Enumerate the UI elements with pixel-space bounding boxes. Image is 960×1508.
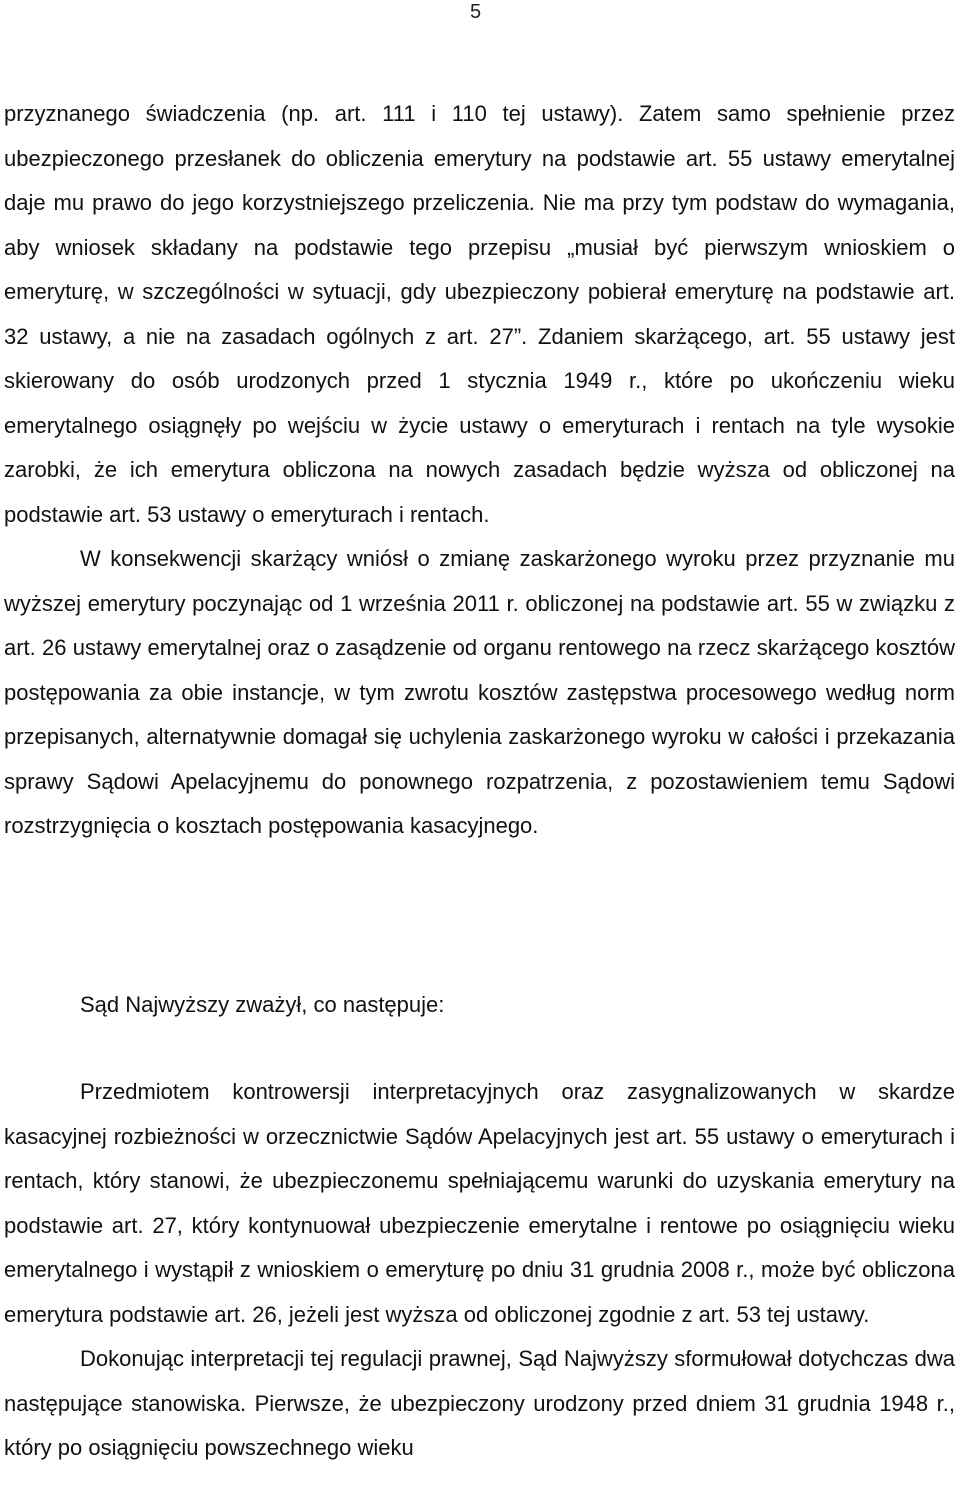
paragraph: W konsekwencji skarżący wniósł o zmianę zaskarżonego wyroku przez przyznanie mu wyższej emerytury poczynając od 1 września 2011 r. obliczonej na podstawie art. 55 w związku z art. 26 ustawy emerytalnej oraz o zasądzenie od organu rentowego na rzecz skarżącego kosztów postępowania za obie instancje, w tym zwrotu kosztów zastępstwa procesowego według norm przepisanych, alternatywnie domagał się uchylenia zaskarżonego wyroku w całości i przekazania sprawy Sądowi Apelacyjnemu do ponownego rozpatrzenia, z pozostawieniem temu Sądowi rozstrzygnięcia o kosztach postępowania kasacyjnego. xyxy=(4,546,955,838)
document-body-bottom xyxy=(4,1070,955,1471)
paragraph: Przedmiotem kontrowersji interpretacyjnych oraz zasygnalizowanych w skardze kasacyjnej rozbieżności w orzecznictwie Sądów Apelacyjnych jest art. 55 ustawy o emeryturach i rentach, który stanowi, że ubezpieczonemu spełniającemu warunki do uzyskania emerytury na podstawie art. 27, który kontynuował ubezpieczenie emerytalne i rentowe po osiągnięciu wieku emerytalnego i wystąpił z wnioskiem o emeryturę po dniu 31 grudnia 2008 r., może być obliczona emerytura podstawie art. 26, jeżeli jest wyższa od obliczonej zgodnie z art. 53 tej ustawy. xyxy=(4,1079,955,1327)
paragraph-continuation: przyznanego świadczenia (np. art. 111 i 110 tej ustawy). Zatem samo spełnienie przez ubezpieczonego przesłanek do obliczenia emerytury na podstawie art. 55 ustawy emerytalnej daje mu prawo do jego korzystniejszego przeliczenia. Nie ma przy tym podstaw do wymagania, aby wniosek składany na podstawie tego przepisu „musiał być pierwszym wnioskiem o emeryturę, w szczególności w sytuacji, gdy ubezpieczony pobierał emeryturę na podstawie art. 32 ustawy, a nie na zasadach ogólnych z art. 27”. Zdaniem skarżącego, art. 55 ustawy jest skierowany do osób urodzonych przed 1 stycznia 1949 r., które po ukończeniu wieku emerytalnego osiągnęły po wejściu w życie ustawy o emeryturach i rentach na tyle wysokie zarobki, że ich emerytura obliczona na nowych zasadach będzie wyższa od obliczonej na podstawie art. 53 ustawy o emeryturach i rentach. xyxy=(4,101,955,527)
page-number: 5 xyxy=(470,1,482,23)
section-heading: Sąd Najwyższy zważył, co następuje: xyxy=(80,992,445,1017)
paragraph: Dokonując interpretacji tej regulacji prawnej, Sąd Najwyższy sformułował dotychczas dwa następujące stanowiska. Pierwsze, że ubezpieczony urodzony przed dniem 31 grudnia 1948 r., który po osiągnięciu powszechnego wieku xyxy=(4,1346,955,1460)
document-body-top xyxy=(4,92,955,849)
